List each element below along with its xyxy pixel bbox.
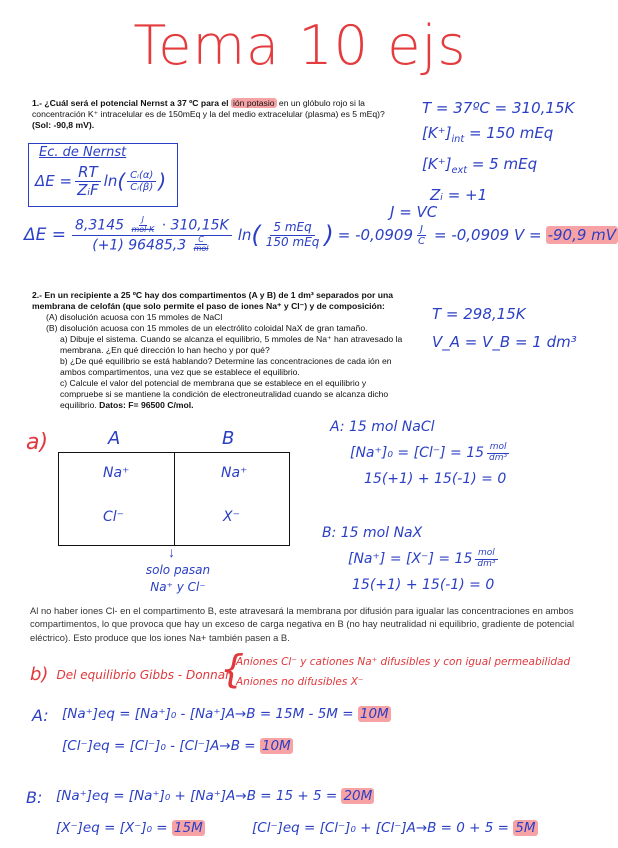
q1-solution: (Sol: -90,8 mV). [32, 120, 95, 130]
right-a: A: 15 mol NaCl [Na⁺]₀ = [Cl⁻] = 15 $\frac{\text{mol}}{\text{dm³}}$ 15(+1) + 15(-1) = 0 [330, 414, 512, 492]
comp-a-label: A [108, 428, 121, 449]
k-ext: $[K^+]_{ext} = 5$ mEq [422, 155, 538, 176]
zi: Zᵢ = +1 [430, 186, 488, 204]
part-b-brace [236, 652, 570, 692]
eq-a-label: A: [32, 706, 49, 725]
na-a: Na⁺ [103, 465, 130, 481]
q2-volume: V_A = V_B = 1 dm³ [432, 333, 577, 351]
comp-b-label: B [222, 428, 235, 449]
membrane-diagram [58, 452, 290, 546]
x-b: X⁻ [223, 509, 240, 525]
q2-b: (B) disolución acuosa con 15 mmoles de un electrólito coloidal NaX de gran tamaño. [46, 323, 368, 333]
right-b-charge: 15(+1) + 15(-1) = 0 [352, 577, 495, 593]
temperature: T = 37ºC = 310,15K [422, 99, 575, 117]
cl-a: Cl⁻ [103, 509, 125, 525]
right-b: B: 15 mol NaX [Na⁺] = [X⁻] = 15 $\frac{\text{mol}}{\text{dm³}}$ 15(+1) + 15(-1) = 0 [322, 520, 500, 598]
brace-icon: { [220, 647, 245, 691]
nernst-label: Ec. de Nernst [39, 145, 127, 160]
nernst-box: Ec. de Nernst ΔE = $\frac{RT}{\text{ZᵢF}}$ ln ( $\frac{\text{Cᵢ(α)}}{\text{Cᵢ(β)}}$ ) [28, 143, 178, 207]
q1-text: 1.- ¿Cuál será el potencial Nernst a 37 ºC para el [32, 98, 231, 108]
question-1 [32, 98, 404, 131]
q2-a: (A) disolución acuosa con 15 mmoles de NaCl [46, 312, 223, 322]
q1-data [422, 96, 574, 208]
q1-text2: en un glóbulo rojo si la concentración K⁺ intracelular es de 150mEq y la del medio extracelular (plasma) es 5 mEq)? [32, 98, 385, 119]
calc-line: ΔE = 8,3145 $\frac{J}{\text{mol·K}}$ · 310,15K (+1) 96485,3 $\frac{C}{\text{mol}}$ ln ( $\frac{\text{5 mEq}}{\text{150 mEq}}$ ) = -0,0909 $\frac{J}{C}$ = -0,0909 V = -90,9 mV [24, 215, 617, 254]
q2-temperature: T = 298,15K [432, 305, 526, 323]
brace-line-2: Aniones no difusibles X⁻ [236, 676, 364, 688]
explanation-paragraph: Al no haber iones Cl- en el compartimento B, este atravesará la membrana por difusión para igualar las concentraciones en ambos compartimentos, lo que provoca que hay un exceso de carga negativa en B (no hay neutralidad ni equilibrio, gradiente de potencial eléctrico). Esto produce que los iones Na+ también pasen a B. [30, 605, 575, 643]
right-a-charge: 15(+1) + 15(-1) = 0 [364, 471, 507, 487]
eq-a-na: [Na⁺]eq = [Na⁺]₀ - [Na⁺]A→B = 15M - 5M = 10M [62, 706, 389, 722]
q1-highlight: ión potasio [232, 98, 275, 108]
result-highlight: -90,9 mV [547, 226, 617, 245]
right-b-head: B: 15 mol NaX [322, 525, 423, 541]
eq-b-na: [Na⁺]eq = [Na⁺]₀ + [Na⁺]A→B = 15 + 5 = 20M [56, 788, 373, 804]
eq-a-cl: [Cl⁻]eq = [Cl⁻]₀ - [Cl⁻]A→B = 10M [62, 738, 291, 754]
part-a-label: a) [26, 430, 49, 455]
k-int: $[K^+]_{int} = 150$ mEq [422, 124, 554, 145]
q2-data [432, 300, 577, 356]
eq-b-x: [X⁻]eq = [X⁻]₀ = 15M [56, 820, 203, 836]
eq-b-label: B: [26, 788, 43, 807]
page-title: Tema 10 ejs [133, 14, 467, 77]
part-b-label: b) Del equilibrio Gibbs - Donnan [30, 664, 233, 685]
down-arrow-icon: ↓ [168, 544, 175, 560]
q2-qc: c) Calcule el valor del potencial de membrana que se establece en el equilibrio y compruebe si se mantiene la condición de electroneutralidad cuando se alcanza dicho equilibrio. Datos: F= 96500 C/mol. [60, 378, 389, 410]
q2-intro: 2.- En un recipiente a 25 ºC hay dos compartimentos (A y B) de 1 dm³ separados por una membrana de celofán (que solo permite el paso de iones Na⁺ y Cl⁻) y de composición: [32, 290, 393, 311]
na-b: Na⁺ [221, 465, 248, 481]
brace-line-1: Aniones Cl⁻ y cationes Na⁺ difusibles y con igual permeabilidad [236, 656, 571, 668]
eq-b-cl: [Cl⁻]eq = [Cl⁻]₀ + [Cl⁻]A→B = 0 + 5 = 5M [252, 820, 536, 836]
j-vc: J = VC [390, 203, 438, 221]
question-2 [32, 290, 406, 411]
q2-qb: b) ¿De qué equilibrio se está hablando? Determine las concentraciones de cada ión en ambos compartimentos, una vez que se establece el equilibrio. [60, 356, 392, 377]
q2-qa: a) Dibuje el sistema. Cuando se alcanza el equilibrio, 5 mmoles de Na⁺ han atravesado la membrana. ¿En qué dirección lo han hecho y por qué? [60, 334, 403, 355]
right-a-head: A: 15 mol NaCl [330, 419, 435, 435]
arrow-note: solo pasan Na⁺ y Cl⁻ [145, 563, 211, 594]
